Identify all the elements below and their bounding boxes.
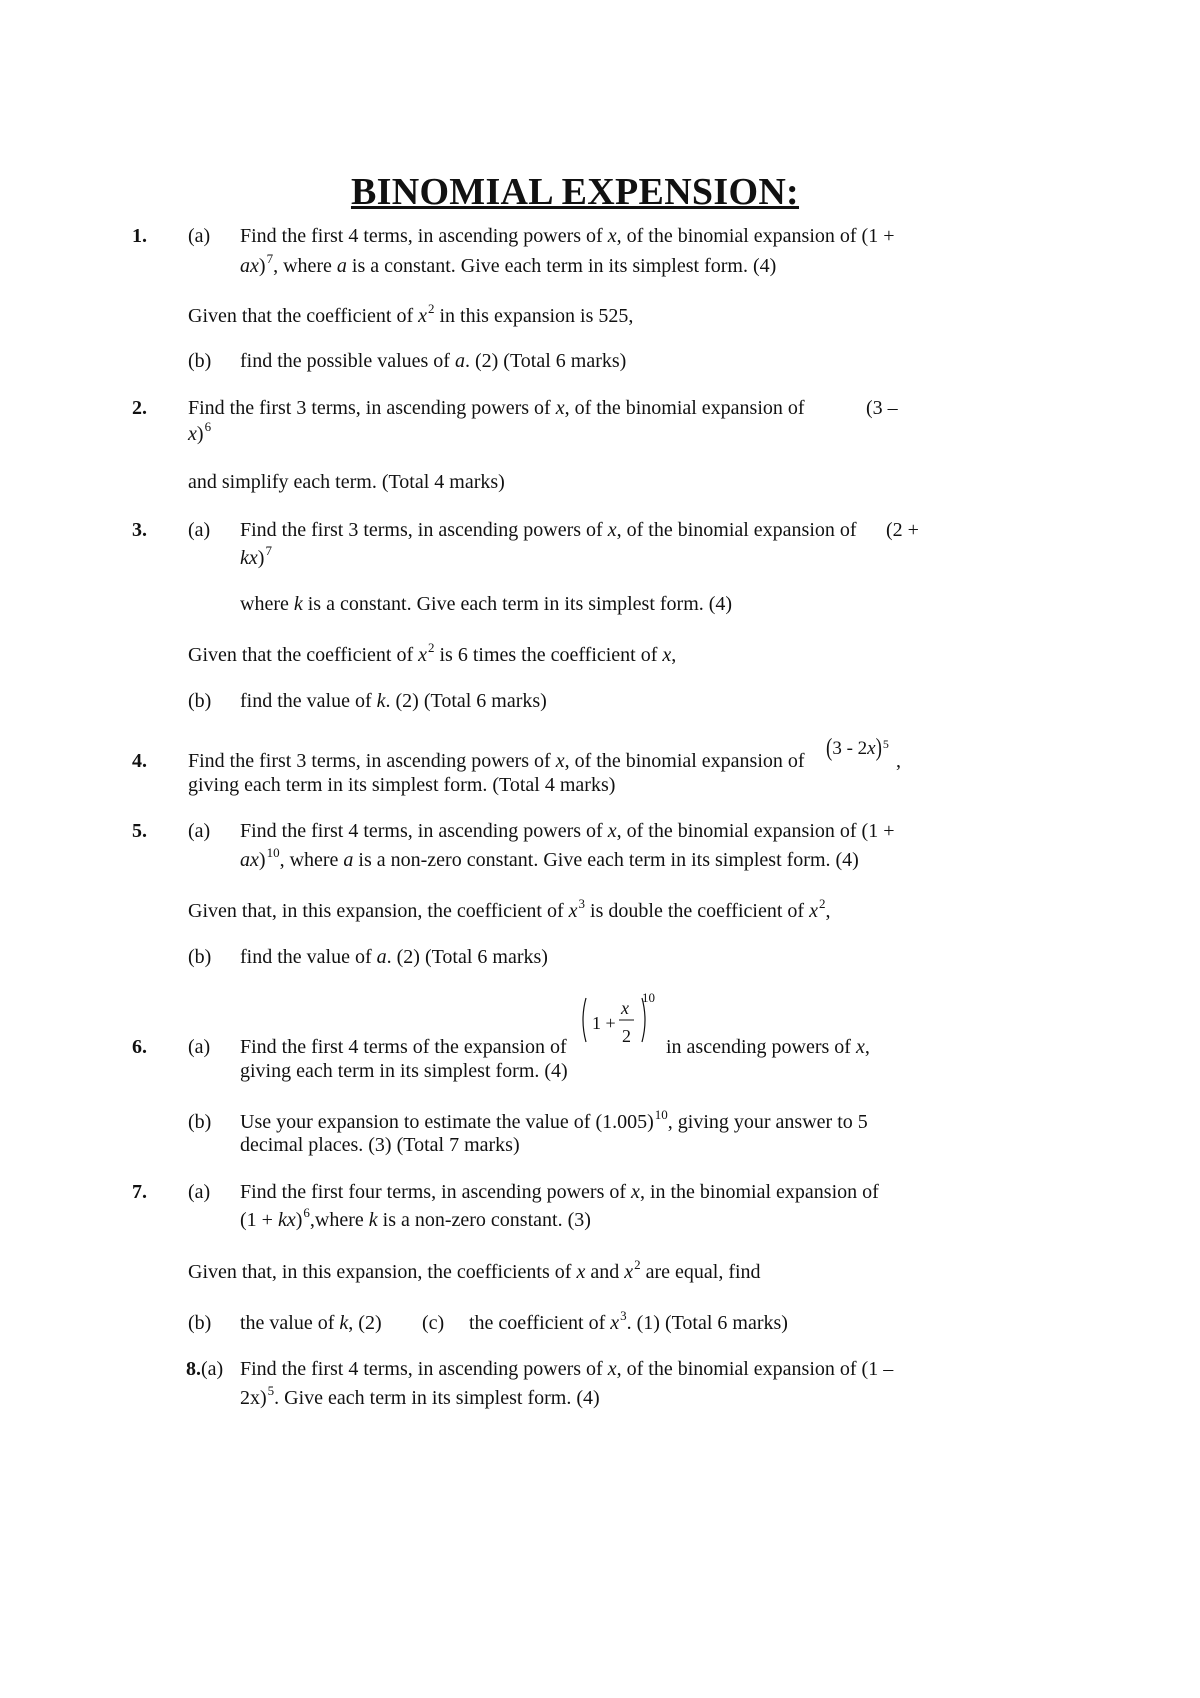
question-5a-label: (a) — [188, 820, 211, 842]
question-4-number: 4. — [132, 750, 147, 772]
question-3a-label: (a) — [188, 519, 211, 541]
question-6a-line1: Find the first 4 terms of the expansion of — [240, 1036, 567, 1058]
question-5-given: Given that, in this expansion, the coefficient of $x^3$ is double the coefficient of $x^2$, — [188, 896, 831, 922]
question-4-line1: Find the first 3 terms, in ascending powers of x, of the binomial expansion of — [188, 750, 805, 772]
question-3a-line3: where k is a constant. Give each term in its simplest form. (4) — [240, 593, 733, 615]
question-3b-label: (b) — [188, 690, 212, 712]
question-1b-text: find the possible values of a. (2) (Total 6 marks) — [240, 350, 627, 372]
question-1a-line1: Find the first 4 terms, in ascending powers of x, of the binomial expansion of (1 + — [240, 225, 895, 247]
question-3b-text: find the value of k. (2) (Total 6 marks) — [240, 690, 547, 712]
question-4-line2: giving each term in its simplest form. (Total 4 marks) — [188, 774, 616, 796]
question-6b-label: (b) — [188, 1111, 212, 1133]
question-1-number: 1. — [132, 225, 147, 247]
question-2-number: 2. — [132, 397, 147, 419]
question-7b-label: (b) — [188, 1312, 212, 1334]
question-5b-text: find the value of a. (2) (Total 6 marks) — [240, 946, 548, 968]
fraction-denominator: 2 — [622, 1026, 631, 1046]
question-4-comma: , — [896, 750, 901, 772]
question-3a-line2: kx)$^7$ — [240, 543, 272, 569]
question-3-number: 3. — [132, 519, 147, 541]
question-1a-label: (a) — [188, 225, 211, 247]
question-6b-line1: Use your expansion to estimate the value of $(1.005)^{10}$, giving your answer to 5 — [240, 1107, 868, 1133]
question-8a-line1: Find the first 4 terms, in ascending powers of x, of the binomial expansion of (1 – — [240, 1358, 894, 1380]
question-1a-line2: ax)$^7$, where a is a constant. Give each term in its simplest form. (4) — [240, 251, 777, 277]
question-6a-label: (a) — [188, 1036, 211, 1058]
question-3a-line1-tail: (2 + — [886, 519, 919, 541]
question-6a-line1-post: in ascending powers of x, — [666, 1036, 870, 1058]
question-7-number: 7. — [132, 1181, 147, 1203]
question-6b-line2: decimal places. (3) (Total 7 marks) — [240, 1134, 520, 1156]
question-5-number: 5. — [132, 820, 147, 842]
question-7a-line2: (1 + kx)$^6$,where k is a non-zero constant. (3) — [240, 1205, 591, 1231]
page-title: BINOMIAL EXPENSION: — [350, 171, 800, 213]
question-1b-label: (b) — [188, 350, 212, 372]
question-4-expression: (3 - 2x)$^5$ — [826, 734, 889, 763]
question-2-line3: and simplify each term. (Total 4 marks) — [188, 471, 505, 493]
question-5a-line1: Find the first 4 terms, in ascending powers of x, of the binomial expansion of (1 + — [240, 820, 895, 842]
question-8a-line2: 2x)$^5$. Give each term in its simplest form. (4) — [240, 1383, 600, 1409]
question-2-line1-tail: (3 – — [866, 397, 898, 419]
question-6-number: 6. — [132, 1036, 147, 1058]
question-8-number-label: 8.(a) — [186, 1358, 224, 1380]
question-6a-line2: giving each term in its simplest form. (4) — [240, 1060, 568, 1082]
fraction-one-plus: 1 + — [592, 1013, 616, 1033]
question-3-given: Given that the coefficient of $x^2$ is 6 times the coefficient of x, — [188, 640, 677, 666]
question-7a-line1: Find the first four terms, in ascending powers of x, in the binomial expansion of — [240, 1181, 879, 1203]
question-2-line1: Find the first 3 terms, in ascending powers of x, of the binomial expansion of — [188, 397, 805, 419]
question-5b-label: (b) — [188, 946, 212, 968]
question-7b-text: the value of k, (2) — [240, 1312, 382, 1334]
fraction-exponent: 10 — [642, 990, 655, 1005]
question-7-given: Given that, in this expansion, the coefficients of x and $x^2$ are equal, find — [188, 1257, 761, 1283]
fraction-numerator: x — [621, 998, 629, 1018]
question-7c-text: the coefficient of $x^3$. (1) (Total 6 marks) — [469, 1308, 788, 1334]
question-1-given: Given that the coefficient of $x^2$ in this expansion is 525, — [188, 301, 634, 327]
question-5a-line2: ax)$^{10}$, where a is a non-zero constant. Give each term in its simplest form. (4) — [240, 845, 859, 871]
question-7c-label: (c) — [422, 1312, 445, 1334]
question-3a-line1: Find the first 3 terms, in ascending powers of x, of the binomial expansion of — [240, 519, 857, 541]
question-2-line2: x)$^6$ — [188, 419, 212, 445]
question-7a-label: (a) — [188, 1181, 211, 1203]
